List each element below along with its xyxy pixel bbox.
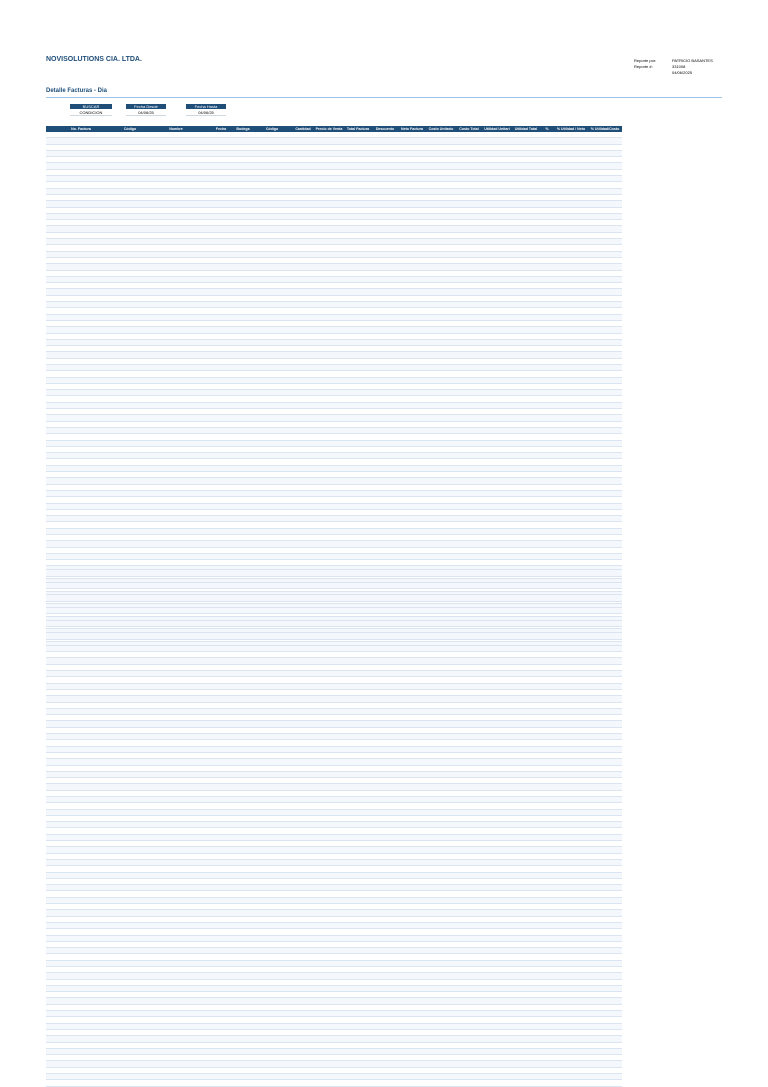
column-header: No. Factura: [46, 126, 116, 132]
column-header: %: [540, 126, 554, 132]
report-by-label: Reporte por:: [634, 58, 657, 63]
table-cell: [398, 1080, 426, 1086]
company-name: NOVISOLUTIONS CIA. LTDA.: [46, 56, 142, 63]
filter-label-buscar: BUSCAR: [70, 104, 112, 109]
column-header: Utilidad Unitari: [482, 126, 512, 132]
table-cell: [344, 1080, 372, 1086]
report-subtitle: Detalle Facturas - Dia: [46, 88, 108, 94]
table-cell: [512, 1080, 540, 1086]
invoice-table-section-2: [46, 564, 622, 1087]
table-cell: [116, 1080, 144, 1086]
column-header: Neto Factura: [398, 126, 426, 132]
column-header: Total Factura: [344, 126, 372, 132]
column-header: % Utilidad / Neto: [554, 126, 588, 132]
column-header: Utilidad Total: [512, 126, 540, 132]
table-cell: [426, 1080, 456, 1086]
column-header: % Utilidad/Costo: [588, 126, 622, 132]
table-cell: [456, 1080, 482, 1086]
column-header: Costo Unitario: [426, 126, 456, 132]
report-by-value: PATRICIO BASANTES: [672, 58, 713, 63]
filter-input-buscar[interactable]: CONDICION: [70, 110, 112, 116]
report-meta: [634, 58, 713, 76]
column-header: Código: [252, 126, 292, 132]
report-number-value: 331008: [672, 64, 686, 69]
report-date: 04/06/2025: [672, 70, 693, 75]
table-cell: [234, 1080, 252, 1086]
table-cell: [252, 1080, 292, 1086]
subtitle-divider: [46, 97, 722, 98]
column-header: Precio de Venta: [315, 127, 343, 131]
table-cell: [588, 1080, 622, 1086]
table-row[interactable]: [46, 1080, 622, 1086]
table-cell: [554, 1080, 588, 1086]
report-number-label: Reporte #:: [634, 64, 653, 69]
table-cell: [46, 1080, 116, 1086]
table-cell: [372, 1080, 398, 1086]
filter-label-desde: Fecha Desde: [126, 104, 166, 109]
column-header: Nombre: [144, 126, 208, 132]
filter-input-desde[interactable]: 04/06/25: [126, 110, 166, 116]
table-cell: [292, 1080, 314, 1086]
column-header: Código: [116, 126, 144, 132]
column-header: Costo Total: [456, 126, 482, 132]
filter-label-hasta: Fecha Hasta: [186, 104, 226, 109]
table-cell: [540, 1080, 554, 1086]
table-cell: [144, 1080, 208, 1086]
column-header: Cantidad: [292, 126, 314, 132]
table-cell: [482, 1080, 512, 1086]
column-header: Descuento: [372, 126, 398, 132]
table-cell: [314, 1080, 344, 1086]
filter-input-hasta[interactable]: 04/06/25: [186, 110, 226, 116]
column-header: Bodega: [234, 126, 252, 132]
column-header: Fecha: [208, 126, 234, 132]
table-cell: [208, 1080, 234, 1086]
